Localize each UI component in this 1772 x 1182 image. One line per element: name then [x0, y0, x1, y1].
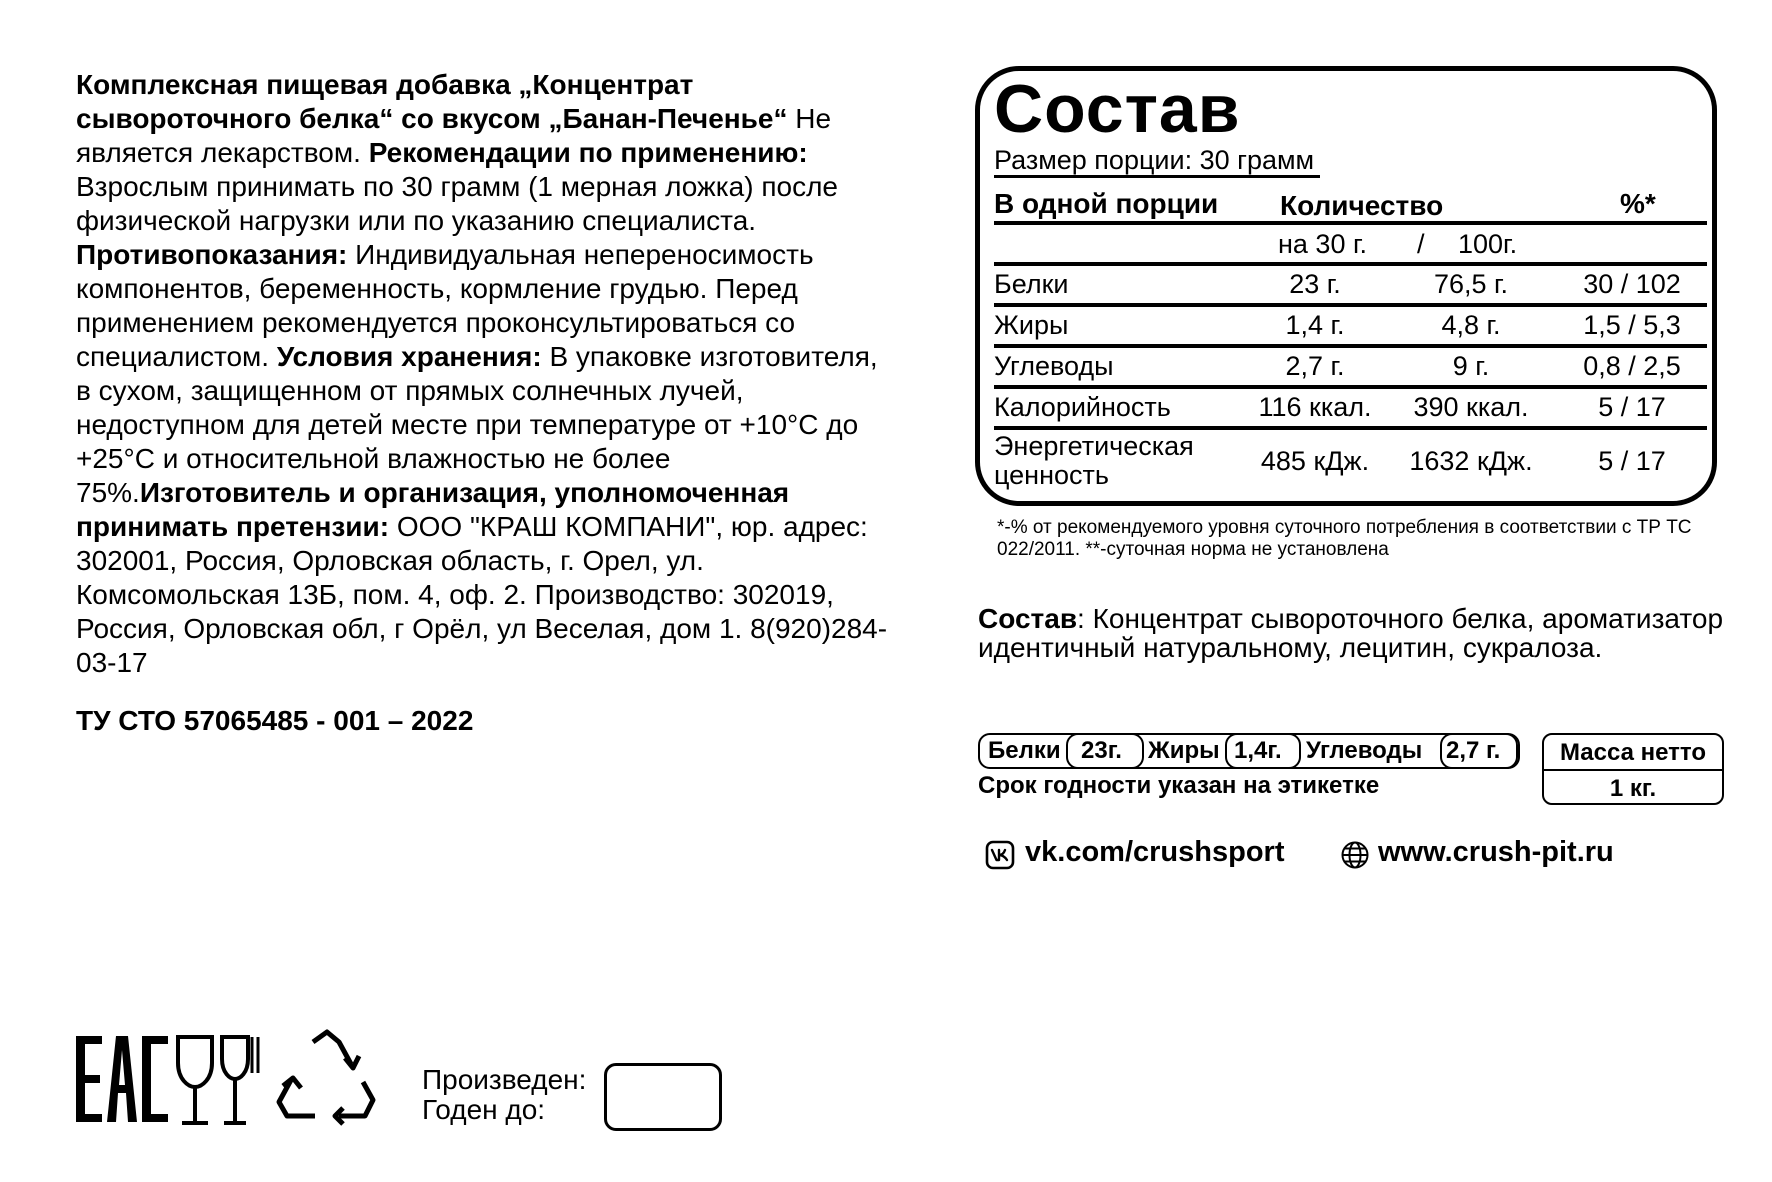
nutrition-title: Состав — [994, 71, 1241, 147]
row-value-30g: 23 г. — [1289, 269, 1341, 299]
row-name-line-2: ценность — [994, 460, 1109, 490]
globe-icon — [1340, 840, 1370, 875]
storage-heading: Условия хранения: — [276, 341, 542, 372]
footnote: *-% от рекомендуемого уровня суточного потребления в соответствии с ТР ТС 022/2011. **-суточная норма не установлена — [997, 517, 1692, 560]
row-value-100g: 1632 кДж. — [1409, 446, 1533, 476]
composition-label: Состав — [978, 603, 1078, 634]
divider — [994, 344, 1707, 348]
subheader-separator: / — [1417, 229, 1425, 259]
product-name: Комплексная пищевая добавка „Концентрат сывороточного белка“ со вкусом „Банан-Печенье“ — [76, 69, 788, 134]
standard-code: ТУ СТО 57065485 - 001 – 2022 — [76, 705, 474, 736]
row-name: Углеводы — [994, 351, 1114, 381]
product-description — [76, 68, 896, 680]
composition-text: : Концентрат сывороточного белка, ароматизатор идентичный натуральному, лецитин, сукралоза. — [978, 603, 1724, 663]
manufacturer-heading: Изготовитель и организация, уполномоченная принимать претензии: — [76, 477, 790, 542]
row-value-30g: 2,7 г. — [1285, 351, 1345, 381]
row-name: Белки — [994, 269, 1069, 299]
divider — [994, 303, 1707, 307]
vk-link[interactable]: vk.com/crushsport — [1025, 836, 1285, 868]
usage-text: Взрослым принимать по 30 грамм (1 мерная ложка) после физической нагрузки или по указанию специалиста. — [76, 171, 838, 236]
recycle-icon — [275, 1028, 379, 1126]
manufacturer-text: ООО "КРАШ КОМПАНИ", юр. адрес: 302001, Россия, Орловская область, г. Орел, ул. Комсомольская 13Б, пом. 4, оф. 2. Производство: 302019, Россия, Орловская обл, г Орёл, ул Веселая, дом 1. 8(920)284-03-17 — [76, 511, 888, 678]
header-per-serving: В одной порции — [994, 188, 1219, 219]
row-percent: 5 / 17 — [1598, 392, 1666, 422]
best-before-label: Годен до: — [422, 1094, 546, 1125]
divider — [994, 262, 1707, 266]
row-percent: 5 / 17 — [1598, 446, 1666, 476]
contraindications-text: Индивидуальная непереносимость компонентов, беременность, кормление грудью. Перед применением рекомендуется проконсультироваться со специалистом. — [76, 239, 814, 372]
header-quantity: Количество — [1280, 190, 1444, 221]
row-percent: 1,5 / 5,3 — [1583, 310, 1681, 340]
header-percent: %* — [1620, 188, 1656, 219]
macros-strip — [978, 733, 1518, 767]
row-value-30g: 116 ккал. — [1258, 392, 1372, 422]
contraindications-heading: Противопоказания: — [76, 239, 348, 270]
net-mass-label: Масса нетто — [1559, 739, 1706, 766]
carb-value: 2,7 г. — [1446, 737, 1501, 764]
row-value-100g: 4,8 г. — [1441, 310, 1501, 340]
storage-text: В упаковке изготовителя, в сухом, защищенном от прямых солнечных лучей, недоступном для детей месте при температуре от +10°C до +25°C и относительной влажностью не более 75%. — [76, 341, 878, 508]
divider — [994, 385, 1707, 389]
row-value-100g: 9 г. — [1452, 351, 1490, 381]
nutrition-facts-box — [975, 66, 1717, 506]
row-name-line-1: Энергетическая — [994, 431, 1194, 461]
net-mass-box — [1542, 733, 1724, 805]
divider — [994, 426, 1707, 430]
date-stamp-box — [604, 1063, 722, 1131]
row-value-100g: 390 ккал. — [1413, 392, 1529, 422]
fat-label: Жиры — [1148, 737, 1220, 764]
row-name: Жиры — [994, 310, 1069, 340]
row-percent: 30 / 102 — [1583, 269, 1681, 299]
row-percent: 0,8 / 2,5 — [1583, 351, 1681, 381]
net-mass-value: 1 кг. — [1609, 775, 1657, 802]
vk-icon — [985, 840, 1015, 875]
protein-value: 23г. — [1081, 737, 1122, 764]
usage-heading: Рекомендации по применению: — [368, 137, 808, 168]
row-name: Калорийность — [994, 392, 1171, 422]
row-value-30g: 1,4 г. — [1285, 310, 1345, 340]
row-name — [994, 432, 1194, 490]
website-link[interactable]: www.crush-pit.ru — [1378, 836, 1614, 868]
divider — [994, 221, 1707, 225]
protein-label: Белки — [988, 737, 1061, 764]
carb-label: Углеводы — [1306, 737, 1423, 764]
subheader-100g: 100г. — [1458, 229, 1518, 259]
date-labels — [422, 1065, 586, 1125]
shelf-life: Срок годности указан на этикетке — [978, 772, 1380, 799]
not-medicine-text: Не является лекарством. — [76, 103, 832, 168]
row-value-30g: 485 кДж. — [1260, 446, 1370, 476]
divider — [1544, 769, 1722, 771]
row-value-100g: 76,5 г. — [1433, 269, 1509, 299]
produced-label: Произведен: — [422, 1064, 587, 1095]
composition — [978, 604, 1738, 662]
food-contact-icon — [172, 1033, 260, 1129]
fat-value: 1,4г. — [1234, 737, 1282, 764]
serving-size: Размер порции: 30 грамм — [994, 145, 1320, 178]
subheader-30g: на 30 г. — [1278, 229, 1368, 259]
